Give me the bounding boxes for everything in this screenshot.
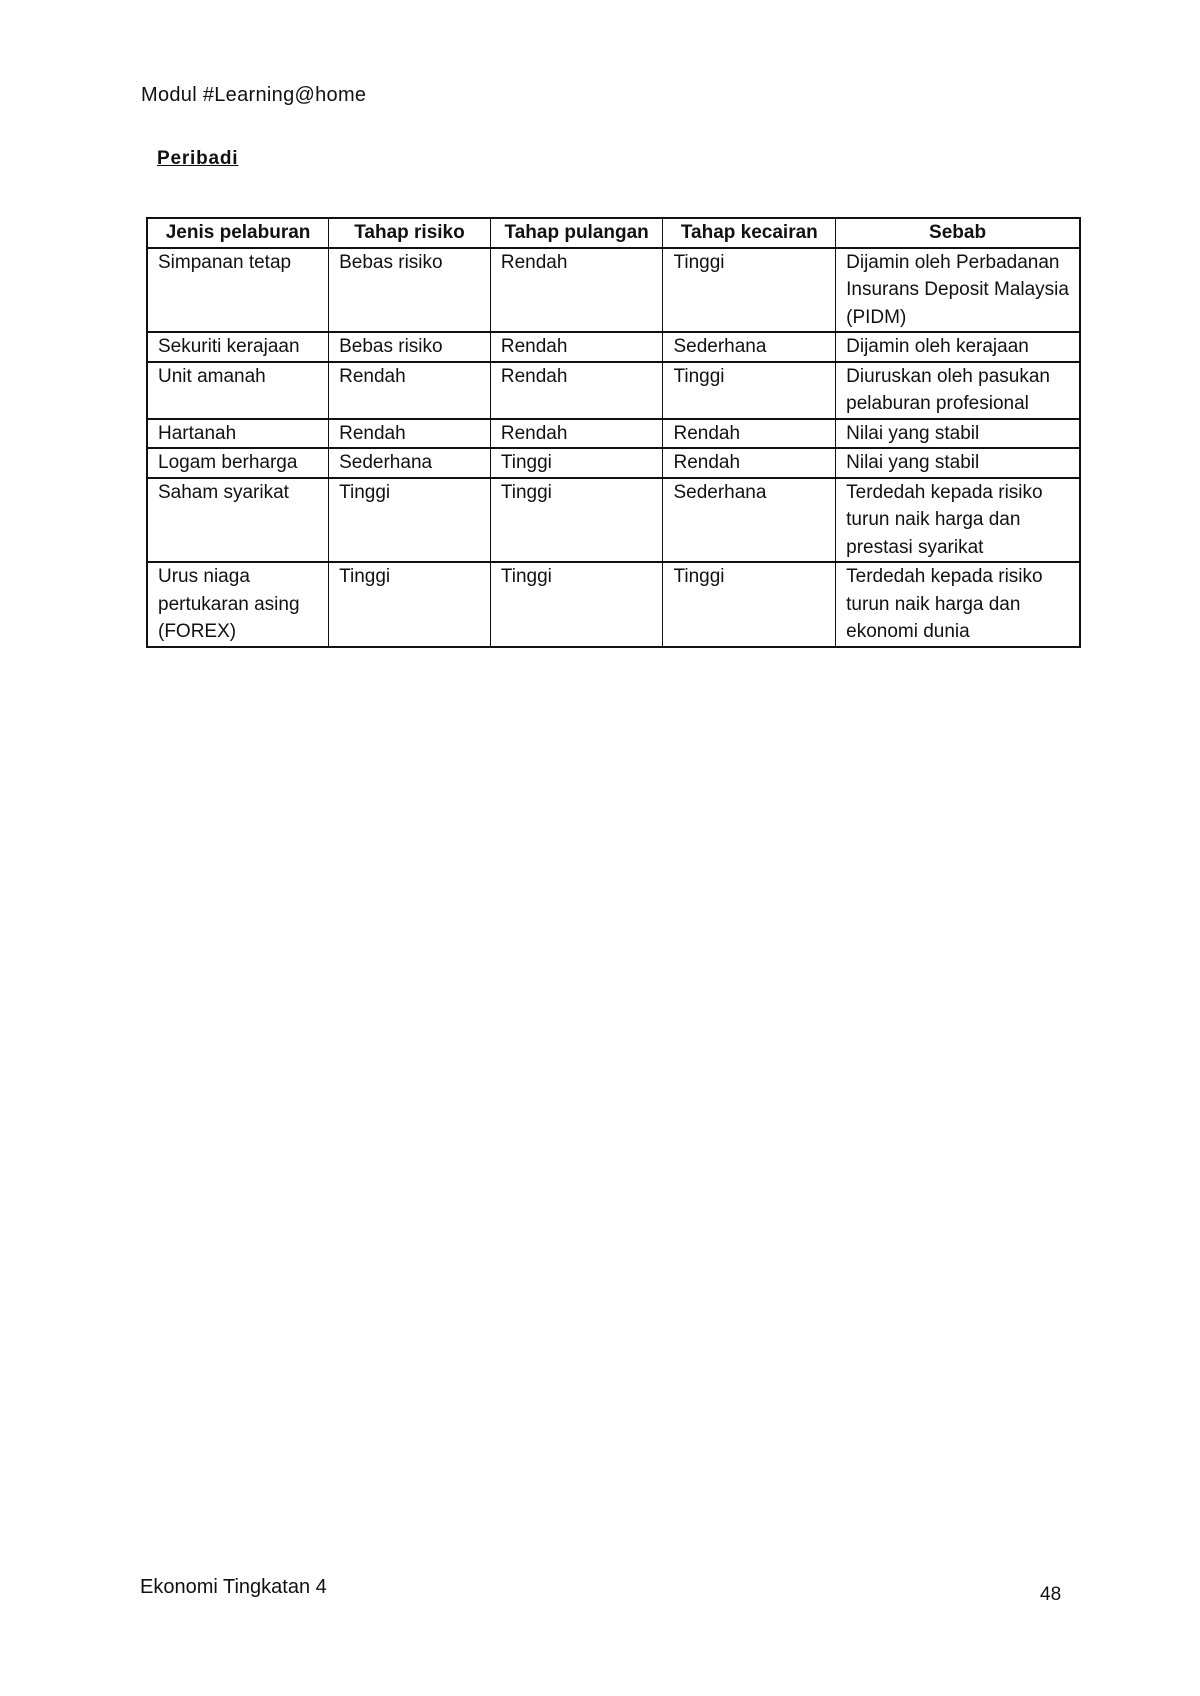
table-cell: Rendah [663, 419, 836, 449]
table-row [147, 248, 1080, 333]
table-cell: Urus niaga pertukaran asing (FOREX) [147, 562, 329, 647]
table-cell: Nilai yang stabil [836, 448, 1080, 478]
table-cell: Sekuriti kerajaan [147, 332, 329, 362]
table-cell: Logam berharga [147, 448, 329, 478]
table-cell: Terdedah kepada risiko turun naik harga dan ekonomi dunia [836, 562, 1080, 647]
column-header-jenis-pelaburan: Jenis pelaburan [147, 218, 329, 248]
column-header-tahap-pulangan: Tahap pulangan [490, 218, 663, 248]
table-cell: Bebas risiko [329, 248, 491, 333]
table-cell: Diuruskan oleh pasukan pelaburan profesional [836, 362, 1080, 419]
table-cell: Sederhana [329, 448, 491, 478]
table-cell: Rendah [329, 419, 491, 449]
table-row [147, 478, 1080, 563]
table-cell: Rendah [490, 419, 663, 449]
page-footer: Ekonomi Tingkatan 4 [140, 1576, 327, 1598]
table-row [147, 332, 1080, 362]
table-cell: Rendah [490, 332, 663, 362]
column-header-sebab: Sebab [836, 218, 1080, 248]
table-cell: Tinggi [663, 248, 836, 333]
table-cell: Dijamin oleh kerajaan [836, 332, 1080, 362]
table-cell: Simpanan tetap [147, 248, 329, 333]
table-cell: Nilai yang stabil [836, 419, 1080, 449]
table-cell: Rendah [663, 448, 836, 478]
table-cell: Sederhana [663, 478, 836, 563]
table-cell: Tinggi [329, 478, 491, 563]
table-cell: Saham syarikat [147, 478, 329, 563]
table-row [147, 362, 1080, 419]
table-cell: Tinggi [663, 562, 836, 647]
table-row [147, 448, 1080, 478]
page-number: 48 [1040, 1584, 1062, 1605]
table-cell: Tinggi [490, 478, 663, 563]
table-cell: Rendah [490, 248, 663, 333]
table-row [147, 419, 1080, 449]
table-cell: Unit amanah [147, 362, 329, 419]
table-cell: Hartanah [147, 419, 329, 449]
table-cell: Tinggi [490, 562, 663, 647]
table-cell: Dijamin oleh Perbadanan Insurans Deposit Malaysia (PIDM) [836, 248, 1080, 333]
column-header-tahap-risiko: Tahap risiko [329, 218, 491, 248]
table-cell: Tinggi [663, 362, 836, 419]
table-header-row [147, 218, 1080, 248]
table-cell: Tinggi [329, 562, 491, 647]
table-cell: Tinggi [490, 448, 663, 478]
table-cell: Rendah [490, 362, 663, 419]
table-cell: Terdedah kepada risiko turun naik harga dan prestasi syarikat [836, 478, 1080, 563]
table-cell: Bebas risiko [329, 332, 491, 362]
table-cell: Rendah [329, 362, 491, 419]
table-row [147, 562, 1080, 647]
investment-table [146, 217, 1081, 648]
page-header: Modul #Learning@home [141, 84, 367, 106]
table-cell: Sederhana [663, 332, 836, 362]
section-title: Peribadi [157, 148, 239, 169]
column-header-tahap-kecairan: Tahap kecairan [663, 218, 836, 248]
